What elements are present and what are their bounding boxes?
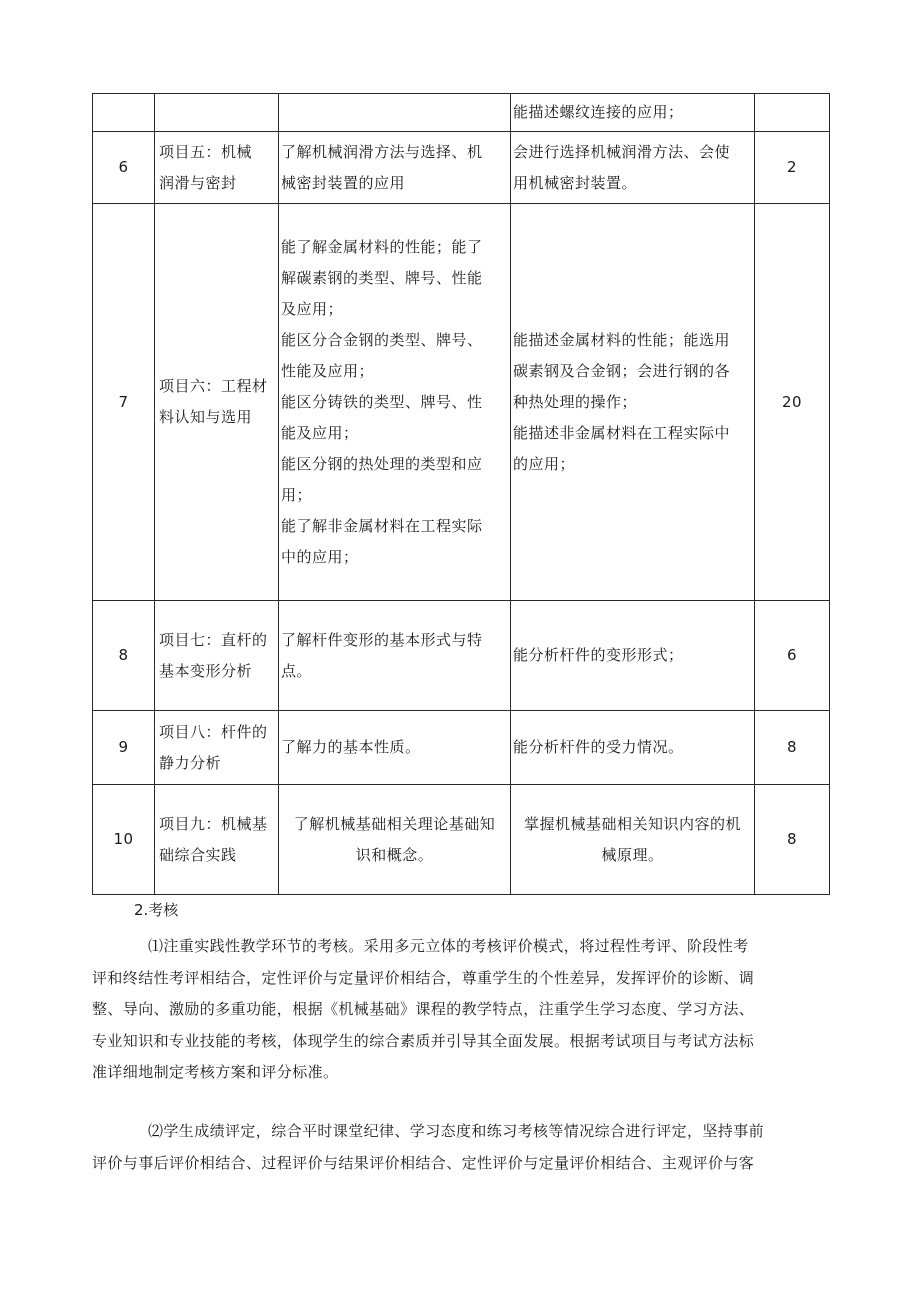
knowledge-goal-line: 能了解金属材料的性能；能了 (281, 237, 483, 256)
hours: 8 (755, 785, 830, 895)
project-name-line: 润滑与密封 (159, 173, 237, 192)
table-row (93, 711, 830, 785)
project-name-line: 静力分析 (159, 753, 222, 772)
knowledge-goal-line: 能区分合金钢的类型、牌号、 (281, 330, 483, 349)
knowledge-goal-line: 用； (281, 485, 313, 504)
section-heading: 2.考核 (134, 901, 179, 919)
paragraph-line: 专业知识和专业技能的考核，体现学生的综合素质并引导其全面发展。根据考试项目与考试方法标 (92, 1031, 755, 1050)
paragraph-line: ⑴注重实践性教学环节的考核。采用多元立体的考核评价模式，将过程性考评、阶段性考 (148, 937, 749, 955)
table-row (93, 601, 830, 711)
skill-goal (511, 785, 755, 895)
paragraph-line: 整、导向、激励的多重功能，根据《机械基础》课程的教学特点，注重学生学习态度、学习方法、 (92, 1000, 755, 1018)
skill-goal-line: 能分析杆件的变形形式； (513, 646, 684, 664)
knowledge-goal-line: 能了解非金属材料在工程实际 (281, 516, 483, 535)
assessment-paragraph-1 (92, 931, 832, 1089)
skill-goal (511, 601, 755, 711)
knowledge-goal-line: 能区分铸铁的类型、牌号、性 (281, 392, 483, 411)
knowledge-goal-line: 中的应用； (281, 547, 359, 566)
skill-goal (511, 94, 755, 132)
skill-goal-line: 的应用； (513, 454, 576, 473)
project-name (155, 711, 279, 785)
skill-goal-line: 能描述非金属材料在工程实际中 (513, 423, 731, 442)
knowledge-goal-line: 了解杆件变形的基本形式与特 (281, 630, 483, 649)
project-name (155, 785, 279, 895)
project-name-line: 料认知与选用 (159, 408, 253, 426)
skill-goal-line: 械原理。 (601, 845, 664, 864)
knowledge-goal-line: 性能及应用； (281, 361, 375, 380)
project-name-line: 项目八：杆件的 (159, 722, 268, 741)
paragraph-line: 评和终结性考评相结合，定性评价与定量评价相结合，尊重学生的个性差异，发挥评价的诊断、调 (92, 968, 755, 987)
hours: 2 (755, 132, 830, 204)
knowledge-goal-line: 及应用； (281, 299, 344, 318)
project-name (155, 94, 279, 132)
hours: 8 (755, 711, 830, 785)
knowledge-goal (279, 711, 511, 785)
knowledge-goal (279, 785, 511, 895)
skill-goal (511, 711, 755, 785)
knowledge-goal (279, 204, 511, 601)
skill-goal-line: 碳素钢及合金钢；会进行钢的各 (513, 361, 731, 380)
knowledge-goal (279, 132, 511, 204)
course-content-table (92, 93, 830, 895)
hours: 6 (755, 601, 830, 711)
knowledge-goal-line: 点。 (281, 661, 313, 680)
skill-goal-line: 能描述金属材料的性能；能选用 (513, 330, 731, 349)
knowledge-goal-line: 解碳素钢的类型、牌号、性能 (281, 268, 483, 287)
skill-goal (511, 132, 755, 204)
skill-goal-line: 掌握机械基础相关知识内容的机 (523, 814, 741, 833)
table-row (93, 785, 830, 895)
row-number: 8 (93, 601, 155, 711)
project-name (155, 132, 279, 204)
project-name-line: 项目九：机械基 (159, 814, 268, 833)
knowledge-goal-line: 械密封装置的应用 (281, 173, 406, 192)
skill-goal (511, 204, 755, 601)
project-name (155, 601, 279, 711)
knowledge-goal-line: 了解机械基础相关理论基础知 (293, 814, 496, 833)
skill-goal-line: 会进行选择机械润滑方法、会使 (513, 142, 731, 161)
project-name-line: 础综合实践 (159, 845, 237, 864)
row-number: 9 (93, 711, 155, 785)
skill-goal-line: 能分析杆件的受力情况。 (513, 738, 684, 756)
project-name (155, 204, 279, 601)
knowledge-goal (279, 601, 511, 711)
table-row (93, 132, 830, 204)
table-body (93, 94, 830, 895)
hours (755, 94, 830, 132)
knowledge-goal-line: 了解机械润滑方法与选择、机 (281, 142, 483, 161)
skill-goal-line: 能描述螺纹连接的应用； (513, 103, 684, 121)
table-row (93, 204, 830, 601)
row-number: 10 (93, 785, 155, 895)
project-name-line: 项目六：工程材 (159, 377, 268, 395)
paragraph-line: 准详细地制定考核方案和评分标准。 (92, 1063, 339, 1081)
assessment-paragraph-2 (92, 1116, 832, 1179)
paragraph-line: ⑵学生成绩评定，综合平时课堂纪律、学习态度和练习考核等情况综合进行评定，坚持事前 (148, 1122, 765, 1140)
row-number (93, 94, 155, 132)
knowledge-goal-line: 能及应用； (281, 423, 359, 442)
row-number: 6 (93, 132, 155, 204)
paragraph-line: 评价与事后评价相结合、过程评价与结果评价相结合、定性评价与定量评价相结合、主观评价与客 (92, 1153, 755, 1172)
knowledge-goal-line: 能区分钢的热处理的类型和应 (281, 454, 483, 473)
knowledge-goal-line: 识和概念。 (355, 845, 434, 864)
row-number: 7 (93, 204, 155, 601)
skill-goal-line: 用机械密封装置。 (513, 173, 638, 192)
table-row (93, 94, 830, 132)
project-name-line: 基本变形分析 (159, 661, 253, 680)
knowledge-goal-line: 了解力的基本性质。 (281, 738, 421, 756)
project-name-line: 项目七：直杆的 (159, 630, 268, 649)
hours: 20 (755, 204, 830, 601)
project-name-line: 项目五：机械 (159, 142, 253, 161)
skill-goal-line: 种热处理的操作； (513, 392, 638, 411)
knowledge-goal (279, 94, 511, 132)
